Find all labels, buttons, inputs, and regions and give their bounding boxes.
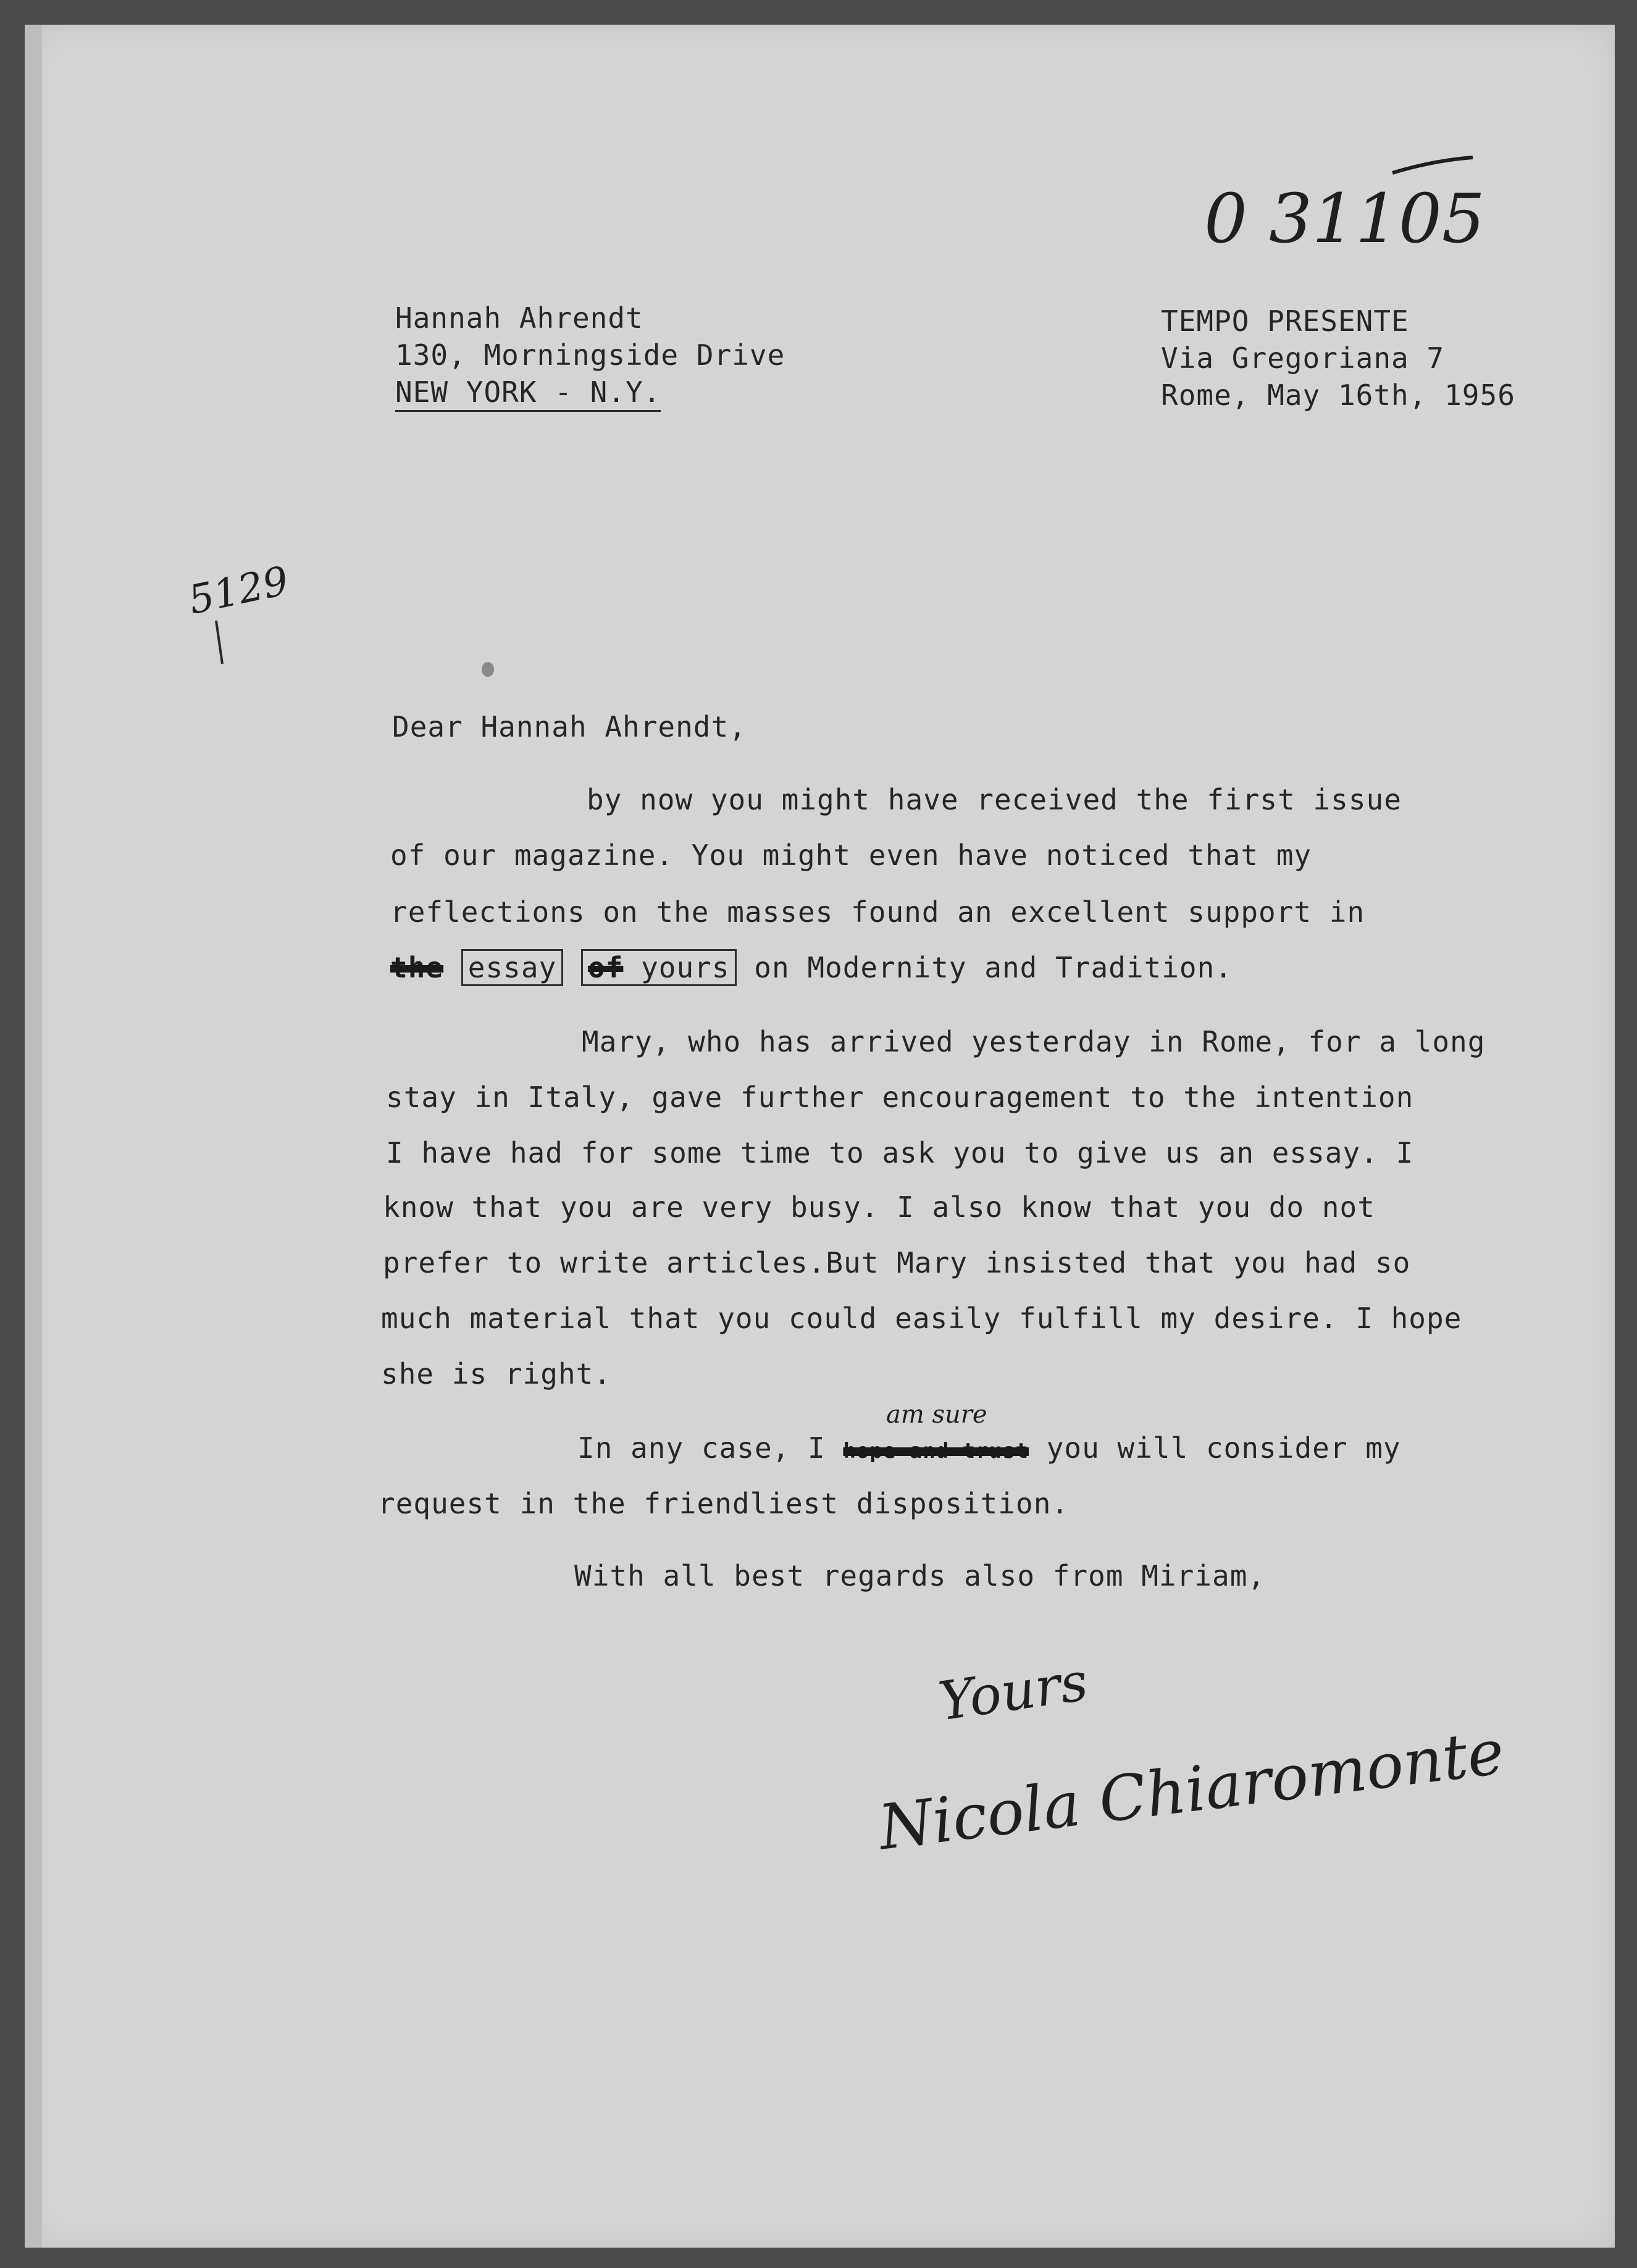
para2-line6: much material that you could easily fulfill my desire. I hope <box>381 1302 1462 1335</box>
archive-number-underline <box>1389 154 1476 179</box>
para3-line1-end: you will consider my <box>1046 1431 1401 1465</box>
recipient-name: Hannah Ahrendt <box>395 301 643 335</box>
para1-line2: of our magazine. You might even have noticed that my <box>390 839 1312 872</box>
para1-line3: reflections on the masses found an excellent support in <box>390 895 1365 929</box>
ink-smudge <box>482 662 494 677</box>
para3-line1-start: In any case, I <box>577 1431 826 1465</box>
recipient-city <box>395 375 661 409</box>
sender-street: Via Gregoriana 7 <box>1161 341 1445 375</box>
archive-number: 0 31105 <box>1204 179 1485 258</box>
struck-phrase: hope and trust <box>843 1439 1029 1463</box>
signature-name: Nicola Chiaromonte <box>874 1715 1508 1864</box>
signature-valediction: Yours <box>935 1651 1092 1733</box>
struck-word-the: the <box>390 951 444 984</box>
insertion-am-sure: am sure <box>886 1400 987 1429</box>
para2-line5: prefer to write articles.But Mary insisted that you had so <box>383 1246 1411 1279</box>
margin-note-stroke <box>210 617 235 667</box>
para1-line1: by now you might have received the first issue <box>587 783 1402 816</box>
closing-line: With all best regards also from Miriam, <box>574 1559 1266 1592</box>
para2-line2: stay in Italy, gave further encouragement to the intention <box>386 1081 1414 1114</box>
para2-line3: I have had for some time to ask you to give us an essay. I <box>386 1136 1414 1170</box>
para3-line2: request in the friendliest disposition. <box>378 1487 1070 1520</box>
para2-line1: Mary, who has arrived yesterday in Rome, for a long <box>582 1025 1486 1058</box>
sender-org: TEMPO PRESENTE <box>1161 304 1409 338</box>
struck-word-of: of <box>587 951 624 984</box>
para3-line1 <box>577 1431 1401 1465</box>
para2-line7: she is right. <box>381 1357 612 1391</box>
margin-note: 5129 <box>185 558 293 624</box>
para1-line4-rest: on Modernity and Tradition. <box>754 951 1233 984</box>
page-edge <box>25 25 42 2248</box>
boxed-phrase-yours <box>581 949 737 986</box>
para1-line4 <box>390 951 1233 984</box>
para2-line4: know that you are very busy. I also know that you do not <box>383 1190 1375 1224</box>
recipient-street: 130, Morningside Drive <box>395 338 785 372</box>
boxed-word-essay: essay <box>461 949 563 986</box>
word-yours: yours <box>641 951 730 984</box>
salutation: Dear Hannah Ahrendt, <box>392 710 747 743</box>
recipient-city-text: NEW YORK - N.Y. <box>395 375 661 412</box>
sender-place-date: Rome, May 16th, 1956 <box>1161 379 1515 412</box>
